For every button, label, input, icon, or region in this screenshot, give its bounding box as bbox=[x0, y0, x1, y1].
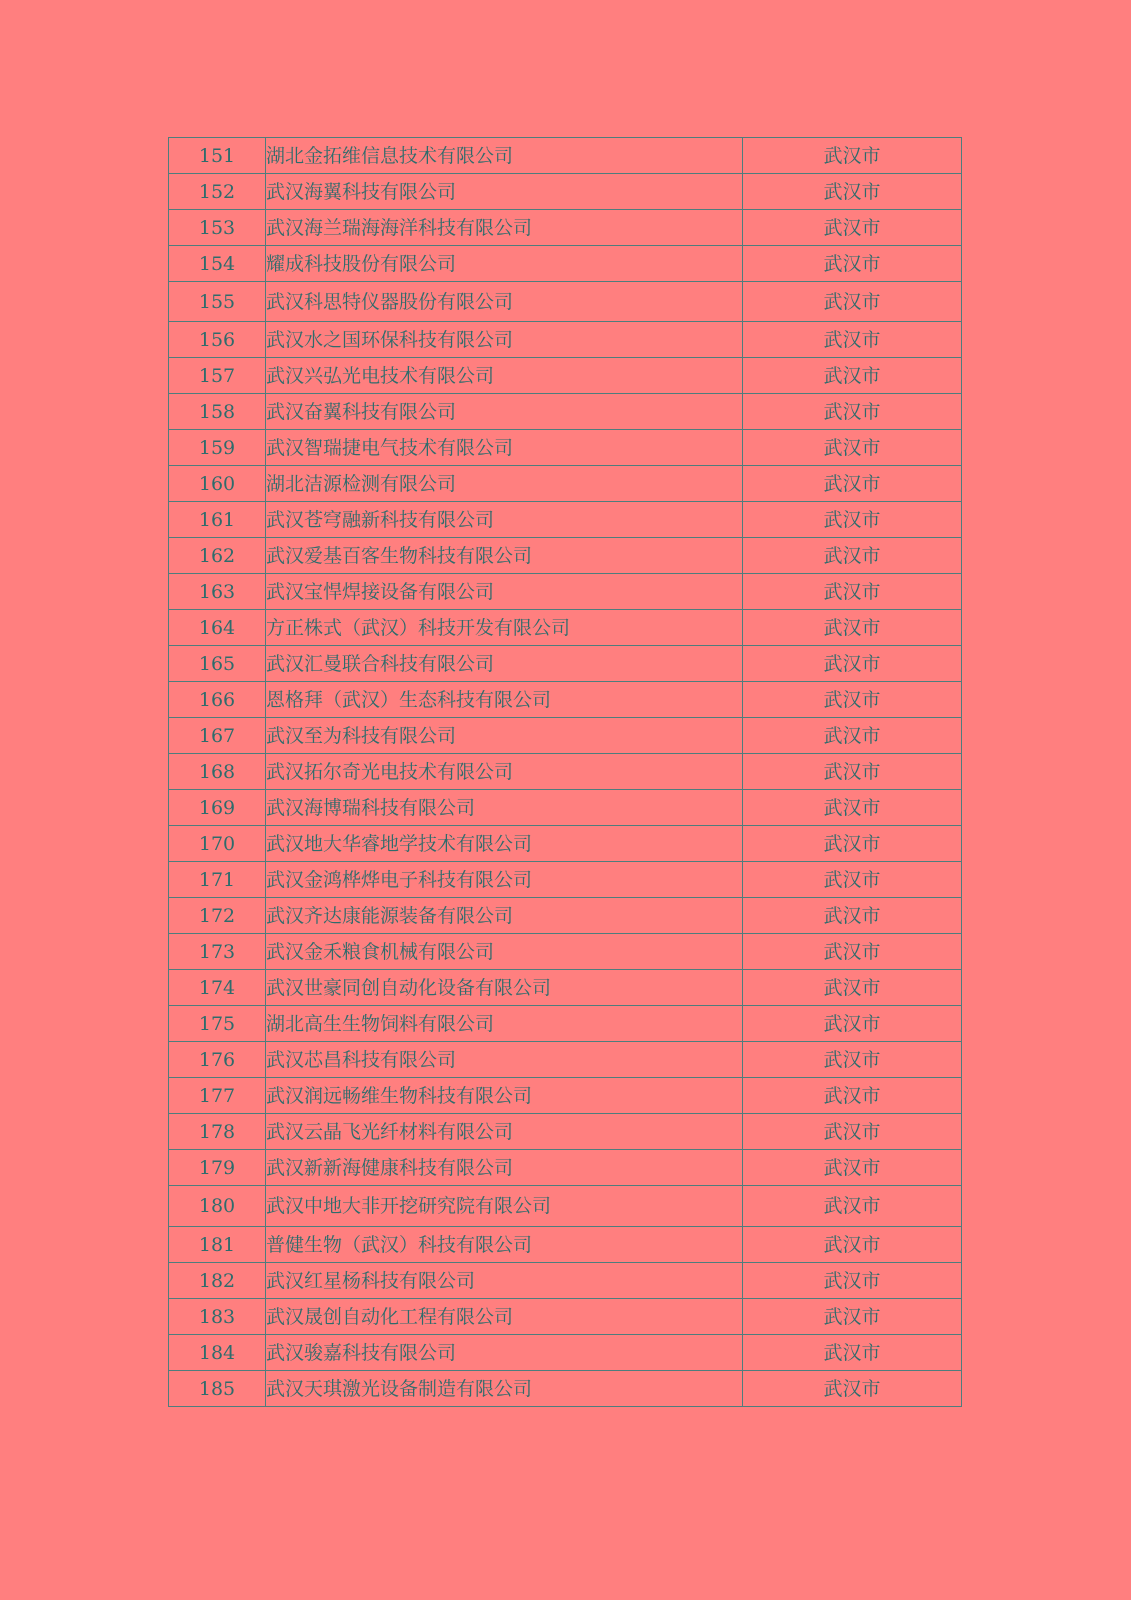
city-name: 武汉市 bbox=[743, 1114, 962, 1150]
city-name: 武汉市 bbox=[743, 1227, 962, 1263]
row-number: 185 bbox=[169, 1371, 266, 1407]
company-name: 武汉晟创自动化工程有限公司 bbox=[266, 1299, 743, 1335]
table-row bbox=[169, 1150, 962, 1186]
table-row bbox=[169, 1227, 962, 1263]
table-row bbox=[169, 1371, 962, 1407]
company-name: 武汉红星杨科技有限公司 bbox=[266, 1263, 743, 1299]
company-name: 方正株式（武汉）科技开发有限公司 bbox=[266, 610, 743, 646]
company-name: 武汉金禾粮食机械有限公司 bbox=[266, 934, 743, 970]
city-name: 武汉市 bbox=[743, 718, 962, 754]
row-number: 178 bbox=[169, 1114, 266, 1150]
company-name: 湖北金拓维信息技术有限公司 bbox=[266, 138, 743, 174]
city-name: 武汉市 bbox=[743, 1042, 962, 1078]
company-name: 武汉汇曼联合科技有限公司 bbox=[266, 646, 743, 682]
table-row bbox=[169, 898, 962, 934]
row-number: 162 bbox=[169, 538, 266, 574]
city-name: 武汉市 bbox=[743, 574, 962, 610]
row-number: 155 bbox=[169, 282, 266, 322]
table-row bbox=[169, 174, 962, 210]
table-row bbox=[169, 1006, 962, 1042]
row-number: 168 bbox=[169, 754, 266, 790]
table-row bbox=[169, 210, 962, 246]
table-row bbox=[169, 430, 962, 466]
table-row bbox=[169, 282, 962, 322]
table-row bbox=[169, 646, 962, 682]
row-number: 181 bbox=[169, 1227, 266, 1263]
company-name: 武汉齐达康能源装备有限公司 bbox=[266, 898, 743, 934]
row-number: 166 bbox=[169, 682, 266, 718]
city-name: 武汉市 bbox=[743, 1078, 962, 1114]
row-number: 184 bbox=[169, 1335, 266, 1371]
company-name: 武汉至为科技有限公司 bbox=[266, 718, 743, 754]
company-name: 武汉地大华睿地学技术有限公司 bbox=[266, 826, 743, 862]
company-name: 武汉润远畅维生物科技有限公司 bbox=[266, 1078, 743, 1114]
table-row bbox=[169, 1078, 962, 1114]
row-number: 171 bbox=[169, 862, 266, 898]
row-number: 164 bbox=[169, 610, 266, 646]
table-row bbox=[169, 138, 962, 174]
row-number: 174 bbox=[169, 970, 266, 1006]
table-row bbox=[169, 538, 962, 574]
row-number: 169 bbox=[169, 790, 266, 826]
table-row bbox=[169, 246, 962, 282]
row-number: 165 bbox=[169, 646, 266, 682]
company-name: 恩格拜（武汉）生态科技有限公司 bbox=[266, 682, 743, 718]
city-name: 武汉市 bbox=[743, 610, 962, 646]
row-number: 161 bbox=[169, 502, 266, 538]
city-name: 武汉市 bbox=[743, 1263, 962, 1299]
table-row bbox=[169, 574, 962, 610]
table-row bbox=[169, 358, 962, 394]
company-name: 武汉新新海健康科技有限公司 bbox=[266, 1150, 743, 1186]
city-name: 武汉市 bbox=[743, 538, 962, 574]
table-row bbox=[169, 1186, 962, 1227]
company-name: 武汉智瑞捷电气技术有限公司 bbox=[266, 430, 743, 466]
table-row bbox=[169, 466, 962, 502]
company-name: 武汉拓尔奇光电技术有限公司 bbox=[266, 754, 743, 790]
city-name: 武汉市 bbox=[743, 898, 962, 934]
table-row bbox=[169, 970, 962, 1006]
company-table bbox=[168, 137, 962, 1407]
city-name: 武汉市 bbox=[743, 1299, 962, 1335]
row-number: 153 bbox=[169, 210, 266, 246]
table-row bbox=[169, 754, 962, 790]
company-name: 武汉海翼科技有限公司 bbox=[266, 174, 743, 210]
table-row bbox=[169, 502, 962, 538]
row-number: 172 bbox=[169, 898, 266, 934]
table-row bbox=[169, 826, 962, 862]
row-number: 179 bbox=[169, 1150, 266, 1186]
table-row bbox=[169, 862, 962, 898]
table-row bbox=[169, 934, 962, 970]
row-number: 159 bbox=[169, 430, 266, 466]
city-name: 武汉市 bbox=[743, 682, 962, 718]
city-name: 武汉市 bbox=[743, 754, 962, 790]
row-number: 175 bbox=[169, 1006, 266, 1042]
row-number: 176 bbox=[169, 1042, 266, 1078]
company-name: 武汉中地大非开挖研究院有限公司 bbox=[266, 1186, 743, 1227]
company-name: 武汉芯昌科技有限公司 bbox=[266, 1042, 743, 1078]
company-name: 湖北高生生物饲料有限公司 bbox=[266, 1006, 743, 1042]
company-name: 武汉天琪激光设备制造有限公司 bbox=[266, 1371, 743, 1407]
city-name: 武汉市 bbox=[743, 322, 962, 358]
city-name: 武汉市 bbox=[743, 970, 962, 1006]
company-name: 武汉苍穹融新科技有限公司 bbox=[266, 502, 743, 538]
city-name: 武汉市 bbox=[743, 466, 962, 502]
table-row bbox=[169, 682, 962, 718]
city-name: 武汉市 bbox=[743, 174, 962, 210]
city-name: 武汉市 bbox=[743, 358, 962, 394]
city-name: 武汉市 bbox=[743, 394, 962, 430]
table-row bbox=[169, 718, 962, 754]
table-row bbox=[169, 790, 962, 826]
city-name: 武汉市 bbox=[743, 934, 962, 970]
city-name: 武汉市 bbox=[743, 282, 962, 322]
row-number: 152 bbox=[169, 174, 266, 210]
row-number: 154 bbox=[169, 246, 266, 282]
city-name: 武汉市 bbox=[743, 210, 962, 246]
company-name: 武汉海博瑞科技有限公司 bbox=[266, 790, 743, 826]
city-name: 武汉市 bbox=[743, 430, 962, 466]
company-name: 武汉骏嘉科技有限公司 bbox=[266, 1335, 743, 1371]
city-name: 武汉市 bbox=[743, 826, 962, 862]
row-number: 183 bbox=[169, 1299, 266, 1335]
table-row bbox=[169, 1335, 962, 1371]
table-row bbox=[169, 1042, 962, 1078]
company-name: 武汉世豪同创自动化设备有限公司 bbox=[266, 970, 743, 1006]
company-name: 武汉云晶飞光纤材料有限公司 bbox=[266, 1114, 743, 1150]
row-number: 158 bbox=[169, 394, 266, 430]
city-name: 武汉市 bbox=[743, 246, 962, 282]
row-number: 173 bbox=[169, 934, 266, 970]
row-number: 180 bbox=[169, 1186, 266, 1227]
table-row bbox=[169, 322, 962, 358]
company-name: 武汉海兰瑞海海洋科技有限公司 bbox=[266, 210, 743, 246]
city-name: 武汉市 bbox=[743, 138, 962, 174]
row-number: 170 bbox=[169, 826, 266, 862]
row-number: 163 bbox=[169, 574, 266, 610]
table-row bbox=[169, 1299, 962, 1335]
table-row bbox=[169, 394, 962, 430]
table-row bbox=[169, 1114, 962, 1150]
table-row bbox=[169, 1263, 962, 1299]
city-name: 武汉市 bbox=[743, 502, 962, 538]
table-row bbox=[169, 610, 962, 646]
company-name: 湖北洁源检测有限公司 bbox=[266, 466, 743, 502]
row-number: 182 bbox=[169, 1263, 266, 1299]
company-table-body bbox=[169, 138, 962, 1407]
city-name: 武汉市 bbox=[743, 1371, 962, 1407]
company-name: 普健生物（武汉）科技有限公司 bbox=[266, 1227, 743, 1263]
row-number: 167 bbox=[169, 718, 266, 754]
row-number: 177 bbox=[169, 1078, 266, 1114]
row-number: 151 bbox=[169, 138, 266, 174]
company-name: 武汉科思特仪器股份有限公司 bbox=[266, 282, 743, 322]
company-name: 耀成科技股份有限公司 bbox=[266, 246, 743, 282]
company-name: 武汉奋翼科技有限公司 bbox=[266, 394, 743, 430]
company-name: 武汉水之国环保科技有限公司 bbox=[266, 322, 743, 358]
city-name: 武汉市 bbox=[743, 1335, 962, 1371]
city-name: 武汉市 bbox=[743, 646, 962, 682]
city-name: 武汉市 bbox=[743, 1186, 962, 1227]
company-name: 武汉宝悍焊接设备有限公司 bbox=[266, 574, 743, 610]
city-name: 武汉市 bbox=[743, 1006, 962, 1042]
row-number: 160 bbox=[169, 466, 266, 502]
row-number: 157 bbox=[169, 358, 266, 394]
company-name: 武汉金鸿桦烨电子科技有限公司 bbox=[266, 862, 743, 898]
city-name: 武汉市 bbox=[743, 862, 962, 898]
city-name: 武汉市 bbox=[743, 1150, 962, 1186]
company-name: 武汉爱基百客生物科技有限公司 bbox=[266, 538, 743, 574]
row-number: 156 bbox=[169, 322, 266, 358]
company-name: 武汉兴弘光电技术有限公司 bbox=[266, 358, 743, 394]
city-name: 武汉市 bbox=[743, 790, 962, 826]
